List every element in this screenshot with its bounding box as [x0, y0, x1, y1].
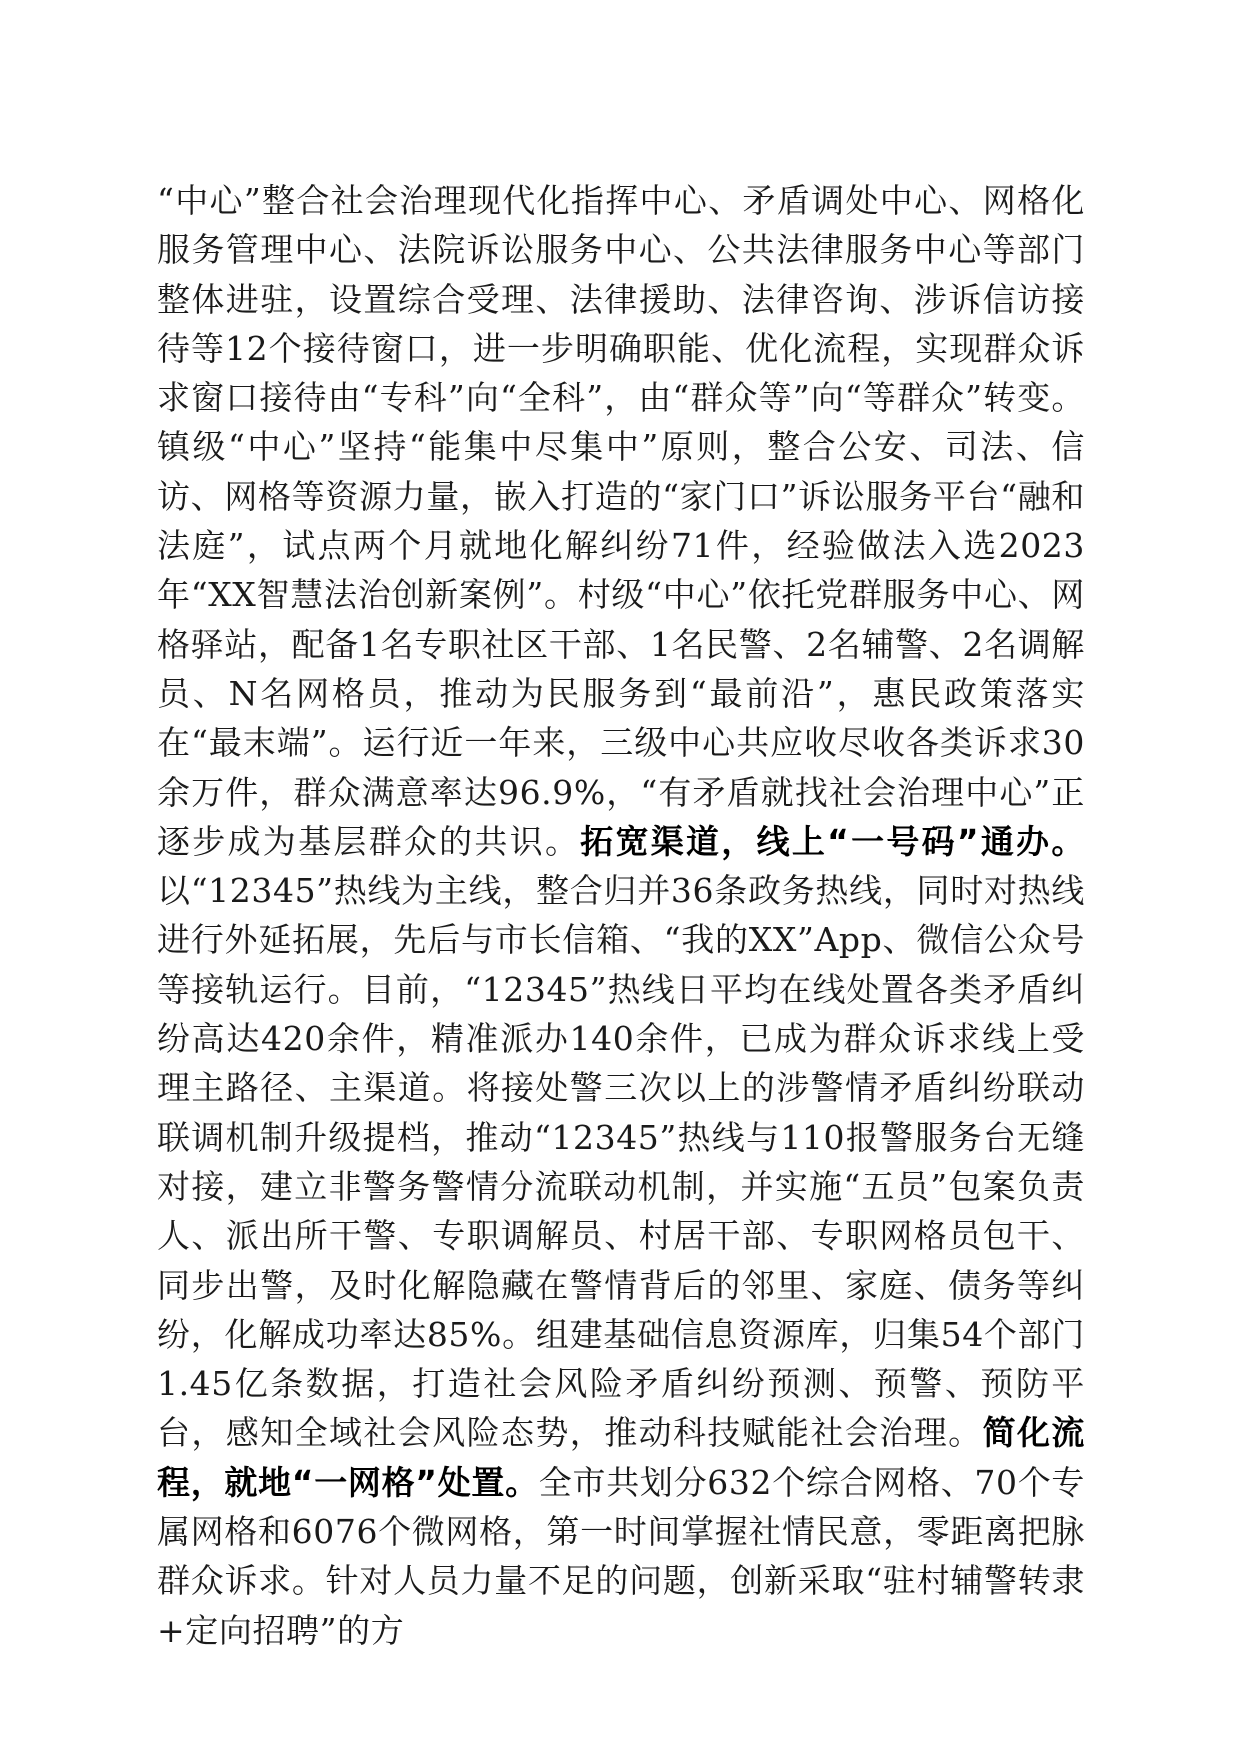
paragraph-text-segment-2: 以“12345”热线为主线，整合归并36条政务热线，同时对热线进行外延拓展，先后与市长信箱、“我的XX”App、微信公众号等接轨运行。目前，“12345”热线日平均在线处置各类矛盾纠纷高达420余件，精准派办140余件，已成为群众诉求线上受理主路径、主渠道。将接处警三次以上的涉警情矛盾纠纷联动联调机制升级提档，推动“12345”热线与110报警服务台无缝对接，建立非警务警情分流联动机制，并实施“五员”包案负责人、派出所干警、专职调解员、村居干部、专职网格员包干、同步出警，及时化解隐藏在警情背后的邻里、家庭、债务等纠纷，化解成功率达85%。组建基础信息资源库，归集54个部门1.45亿条数据，打造社会风险矛盾纠纷预测、预警、预防平台，感知全域社会风险态势，推动科技赋能社会治理。 [157, 871, 1085, 1453]
paragraph-text-segment-3: 全市共划分632个综合网格、70个专属网格和6076个微网格，第一时间掌握社情民意，零距离把脉群众诉求。针对人员力量不足的问题，创新采取“驻村辅警转隶+定向招聘”的方 [157, 1462, 1085, 1650]
paragraph-text-segment-1: “中心”整合社会治理现代化指挥中心、矛盾调处中心、网格化服务管理中心、法院诉讼服务中心、公共法律服务中心等部门整体进驻，设置综合受理、法律援助、法律咨询、涉诉信访接待等12个接待窗口，进一步明确职能、优化流程，实现群众诉求窗口接待由“专科”向“全科”，由“群众等”向“等群众”转变。镇级“中心”坚持“能集中尽集中”原则，整合公安、司法、信访、网格等资源力量，嵌入打造的“家门口”诉讼服务平台“融和法庭”，试点两个月就地化解纠纷71件，经验做法入选2023年“XX智慧法治创新案例”。村级“中心”依托党群服务中心、网格驿站，配备1名专职社区干部、1名民警、2名辅警、2名调解员、N名网格员，推动为民服务到“最前沿”，惠民政策落实在“最末端”。运行近一年来，三级中心共应收尽收各类诉求30余万件，群众满意率达96.9%，“有矛盾就找社会治理中心”正逐步成为基层群众的共识。 [157, 181, 1085, 861]
bold-heading-simplify-process: 简化流程，就地“一网格”处置。 [157, 1413, 1085, 1502]
body-paragraph [157, 176, 1085, 1655]
bold-heading-broaden-channels: 拓宽渠道，线上“一号码”通办。 [580, 821, 1085, 861]
